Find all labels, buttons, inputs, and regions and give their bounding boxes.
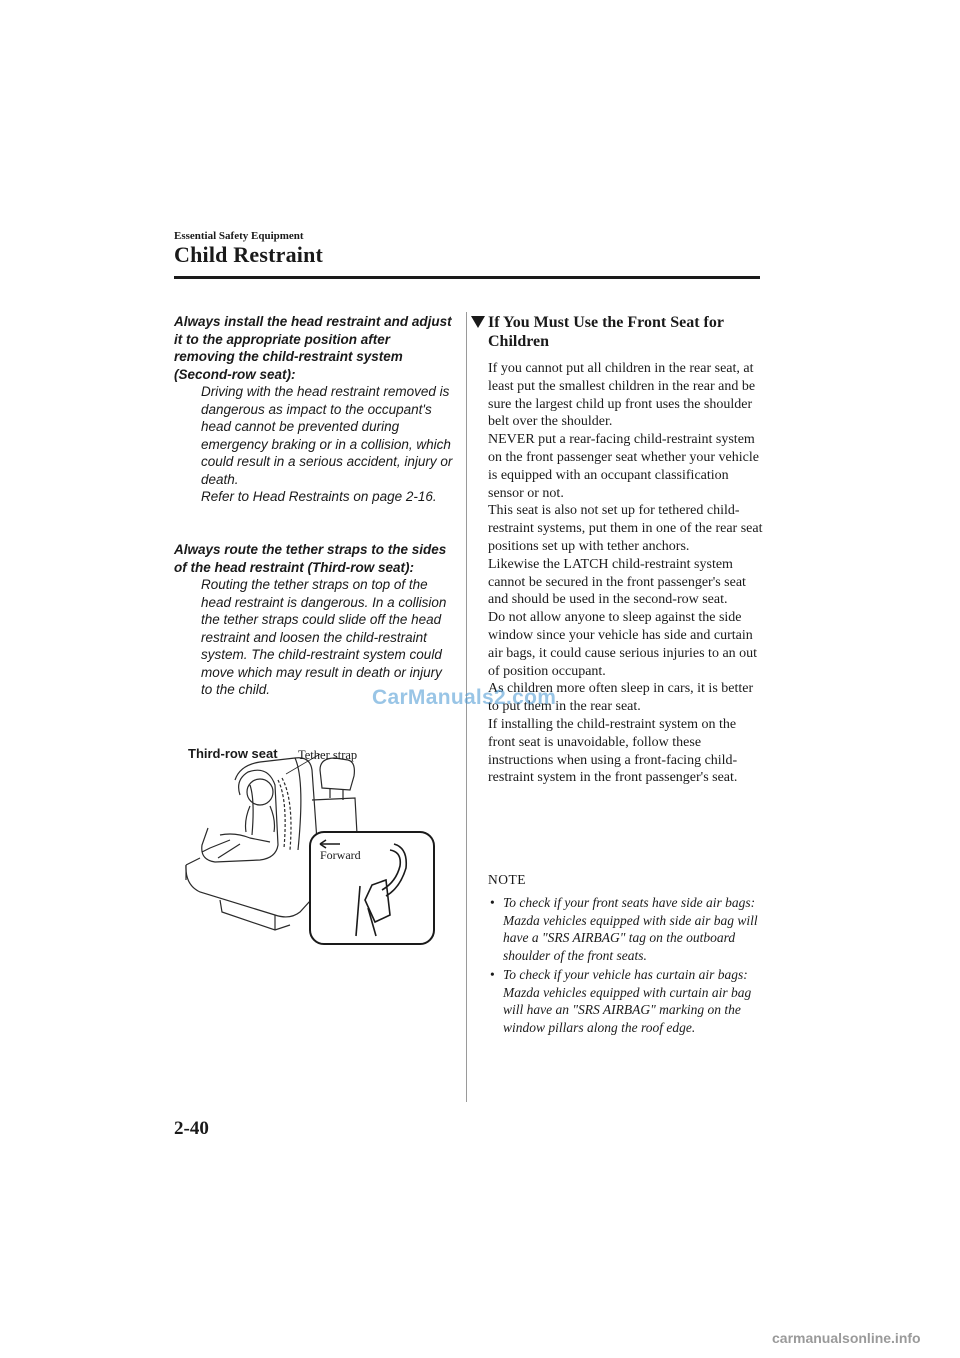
note-item xyxy=(488,894,763,964)
paragraph: This seat is also not set up for tethered child-restraint systems, put them in one of the rear seat positions set up with tether anchors. xyxy=(488,503,763,554)
bullet-icon: • xyxy=(490,895,495,910)
subheading-text: If You Must Use the Front Seat for Children xyxy=(488,314,724,350)
paragraph: As children more often sleep in cars, it is better to put them in the rear seat. xyxy=(488,681,754,715)
warning-body: Routing the tether straps on top of the head restraint is dangerous. In a collision the tether straps could slide off the head restraint and loosen the child-restraint system. The child-restraint system could move which may result in death or injury to the child. xyxy=(201,577,447,697)
note-lead: To check if your vehicle has curtain air bags: xyxy=(503,967,748,982)
warning-head-restraint xyxy=(174,313,454,506)
note-lead: To check if your front seats have side air bags: xyxy=(503,895,756,910)
tether-strap-illustration xyxy=(180,740,440,950)
warning-tether-straps xyxy=(174,541,454,699)
seat-illustration xyxy=(180,740,440,950)
figure-label-seat: Third-row seat xyxy=(188,746,278,761)
bullet-icon: • xyxy=(490,967,495,982)
note-text: Mazda vehicles equipped with curtain air bag will have an "SRS AIRBAG" marking on the window pillars along the roof edge. xyxy=(503,984,752,1035)
page-number: 2-40 xyxy=(174,1118,209,1139)
footer-watermark: carmanualsonline.info xyxy=(772,1330,921,1346)
paragraph: If you cannot put all children in the rear seat, at least put the smallest children in the rear and be sure the largest child up front uses the shoulder belt over the shoulder. xyxy=(488,361,756,430)
warning-body: Driving with the head restraint removed is dangerous as impact to the occupant's head cannot be prevented during emergency braking or in a collision, which could result in a serious accident, injury or death. xyxy=(201,384,453,487)
note-text: Mazda vehicles equipped with side air bag will have a "SRS AIRBAG" tag on the outboard shoulder of the front seats. xyxy=(503,912,758,963)
figure-label-strap: Tether strap xyxy=(298,748,358,762)
title-rule xyxy=(174,276,760,279)
paragraph: NEVER put a rear-facing child-restraint system on the front passenger seat whether your vehicle is equipped with an occupant classification sensor or not. xyxy=(488,432,759,501)
note-list xyxy=(488,894,763,1038)
watermark: CarManuals2.com xyxy=(372,686,557,709)
paragraph: Do not allow anyone to sleep against the side window since your vehicle has side and curtain air bags, it could cause serious injuries to an out of position occupant. xyxy=(488,610,758,679)
body-text xyxy=(488,360,763,787)
figure-label-forward: Forward xyxy=(320,848,361,862)
warning-heading: Always route the tether straps to the sides of the head restraint (Third-row seat): xyxy=(174,542,447,575)
section-label: Essential Safety Equipment xyxy=(174,230,304,242)
down-triangle-icon xyxy=(471,316,485,328)
paragraph: If installing the child-restraint system on the front seat is unavoidable, follow these instructions when using a front-facing child-restraint system in the front passenger's seat. xyxy=(488,716,738,786)
section-subheading xyxy=(488,313,763,351)
note-item xyxy=(488,966,763,1036)
note-label: NOTE xyxy=(488,872,526,887)
warning-reference: Refer to Head Restraints on page 2-16. xyxy=(201,489,437,504)
warning-heading: Always install the head restraint and adjust it to the appropriate position after removing the child-restraint system (Second-row seat): xyxy=(174,314,452,382)
page-title: Child Restraint xyxy=(174,242,324,267)
paragraph: Likewise the LATCH child-restraint system cannot be secured in the front passenger's seat and should be used in the second-row seat. xyxy=(488,556,746,608)
